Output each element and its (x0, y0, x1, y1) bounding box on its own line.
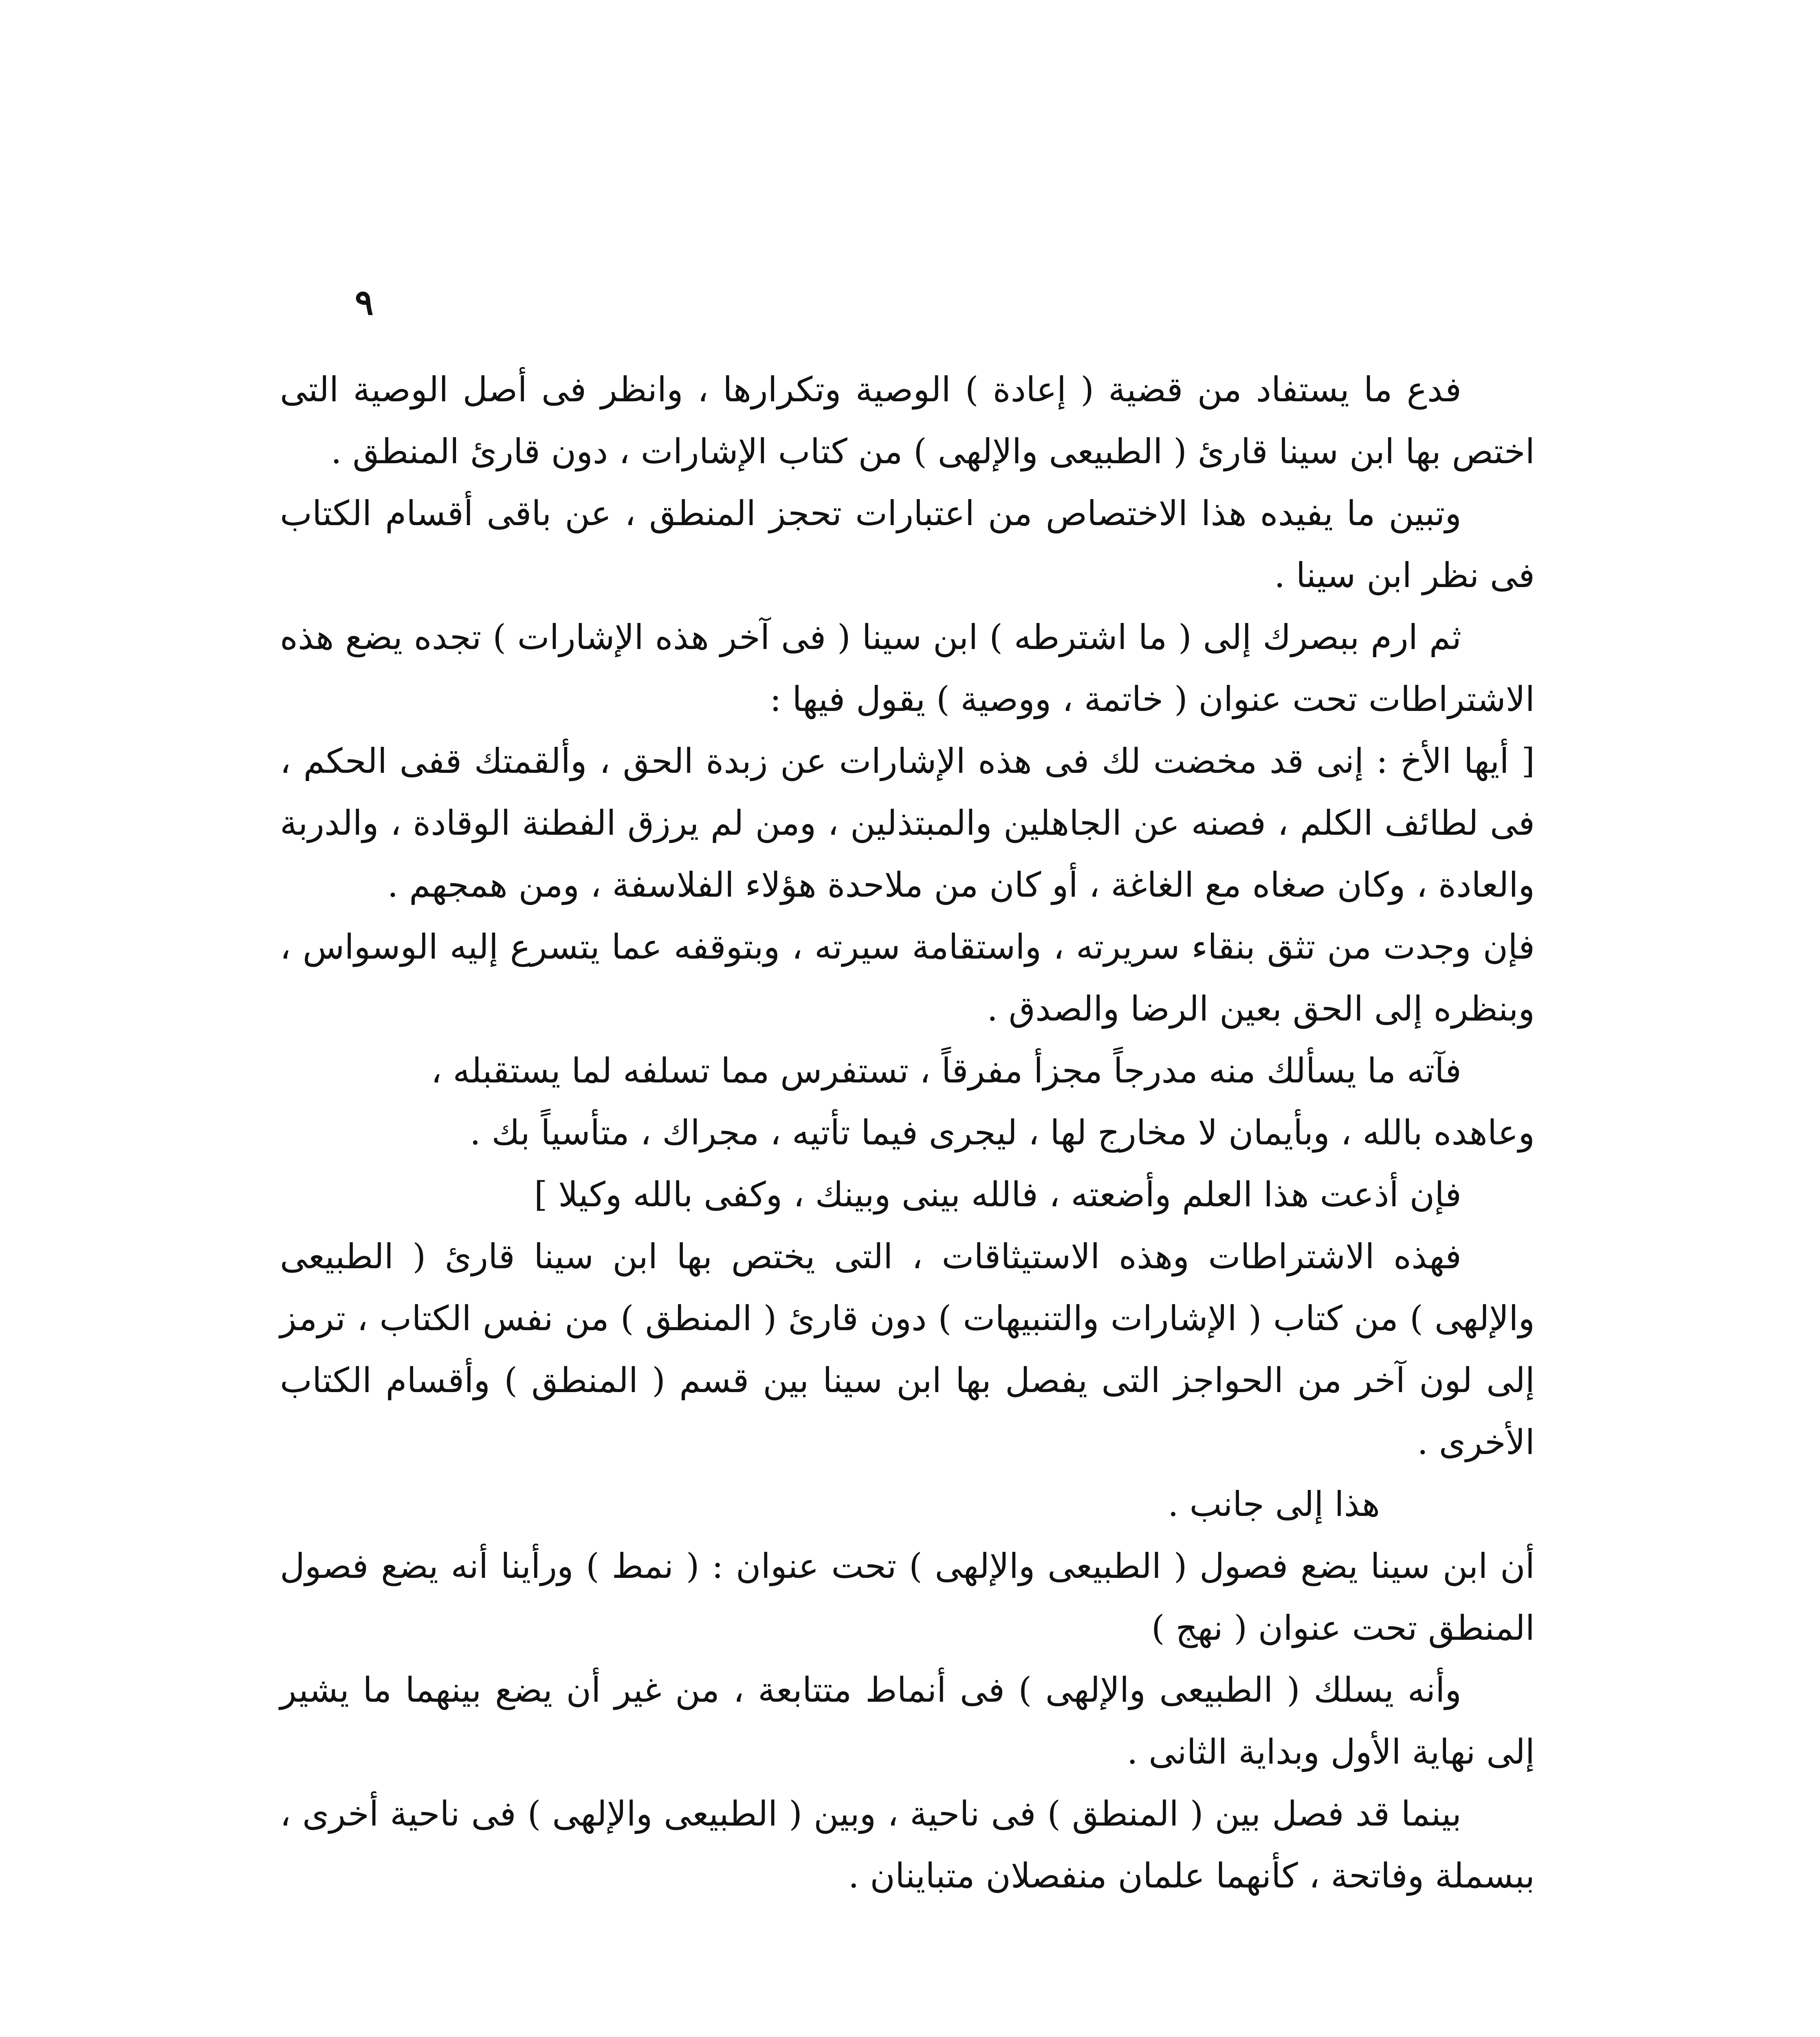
paragraph-7: وأنه يسلك ( الطبيعى والإلهى ) فى أنماط متتابعة ، من غير أن يضع بينهما ما يشير إلى نهاية الأول وبداية الثانى . (280, 1670, 1535, 1772)
paragraph-6: أن ابن سينا يضع فصول ( الطبيعى والإلهى ) تحت عنوان : ( نمط ) ورأينا أنه يضع فصول المنطق تحت عنوان ( نهج ) (280, 1546, 1535, 1648)
paragraph-8: بينما قد فصل بين ( المنطق ) فى ناحية ، وبين ( الطبيعى والإلهى ) فى ناحية أخرى ، ببسملة وفاتحة ، كأنهما علمان منفصلان متباينان . (280, 1794, 1535, 1896)
quote-paragraph-1: [ أيها الأخ : إنى قد مخضت لك فى هذه الإشارات عن زبدة الحق ، وألقمتك قفى الحكم ، فى لطائف الكلم ، فصنه عن الجاهلين والمبتذلين ، ومن لم يرزق الفطنة الوقادة ، والدربة والعادة ، وكان صغاه مع الغاغة ، أو كان من ملاحدة هؤلاء الفلاسفة ، ومن همجهم . (280, 741, 1535, 905)
quote-paragraph-3: فآته ما يسألك منه مدرجاً مجزأ مفرقاً ، تستفرس مما تسلفه لما يستقبله ، (431, 1051, 1461, 1091)
quote-paragraph-5: فإن أذعت هذا العلم وأضعته ، فالله بينى وبينك ، وكفى بالله وكيلا ] (534, 1175, 1461, 1214)
quote-paragraph-2: فإن وجدت من تثق بنقاء سريرته ، واستقامة سيرته ، وبتوقفه عما يتسرع إليه الوسواس ، وبنظره إلى الحق بعين الرضا والصدق . (280, 927, 1535, 1029)
quote-paragraph-4: وعاهده بالله ، وبأيمان لا مخارج لها ، ليجرى فيما تأتيه ، مجراك ، متأسياً بك . (470, 1113, 1535, 1153)
paragraph-3: ثم ارم ببصرك إلى ( ما اشترطه ) ابن سينا ( فى آخر هذه الإشارات ) تجده يضع هذه الاشتراطات تحت عنوان ( خاتمة ، ووصية ) يقول فيها : (280, 617, 1535, 719)
paragraph-5: هذا إلى جانب . (1168, 1484, 1380, 1524)
paragraph-4: فهذه الاشتراطات وهذه الاستيثاقات ، التى يختص بها ابن سينا قارئ ( الطبيعى والإلهى ) من كتاب ( الإشارات والتنبيهات ) دون قارئ ( المنطق ) من نفس الكتاب ، ترمز إلى لون آخر من الحواجز التى يفصل بها ابن سينا بين قسم ( المنطق ) وأقسام الكتاب الأخرى . (280, 1236, 1535, 1462)
paragraph-1: فدع ما يستفاد من قضية ( إعادة ) الوصية وتكرارها ، وانظر فى أصل الوصية التى اختص بها ابن سينا قارئ ( الطبيعى والإلهى ) من كتاب الإشارات ، دون قارئ المنطق . (280, 370, 1535, 471)
body-text (280, 359, 1535, 1907)
paragraph-2: وتبين ما يفيده هذا الاختصاص من اعتبارات تحجز المنطق ، عن باقى أقسام الكتاب فى نظر ابن سينا . (280, 493, 1535, 595)
page-number: ٩ (354, 282, 374, 323)
